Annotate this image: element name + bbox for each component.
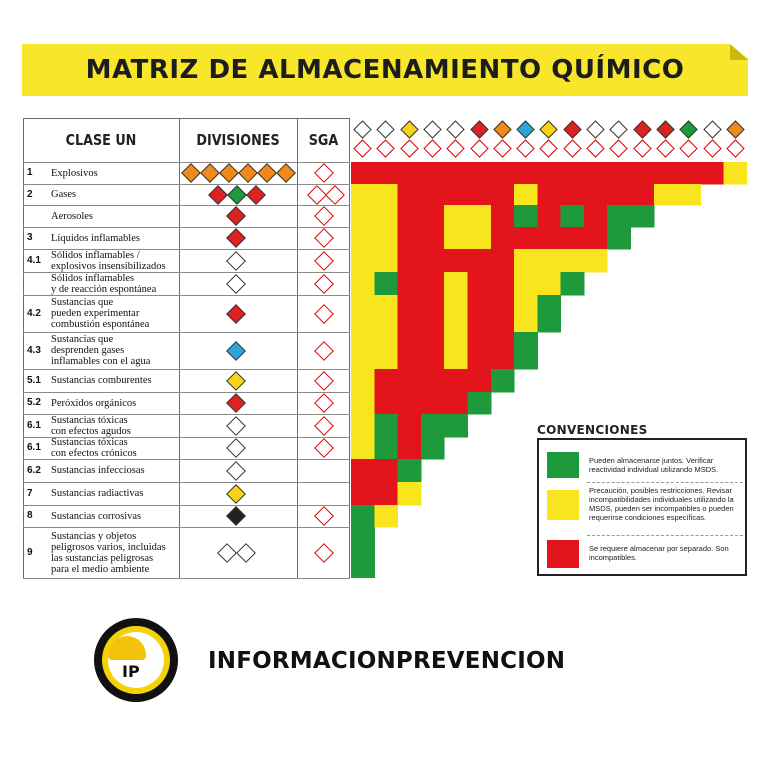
legend-text-red: Se requiere almacenar por separado. Son incompatibles. bbox=[589, 544, 729, 562]
matrix-cell bbox=[421, 437, 445, 460]
column-pictogram-icon bbox=[656, 120, 674, 138]
matrix-cell bbox=[491, 332, 515, 370]
matrix-cell bbox=[421, 414, 445, 438]
class-name: Sustancias que pueden experimentar combustión espontánea bbox=[51, 297, 150, 330]
column-pictogram-icon bbox=[633, 139, 651, 157]
class-number: 8 bbox=[27, 510, 33, 521]
column-pictogram-icon bbox=[516, 120, 534, 138]
legend-swatch-red bbox=[547, 540, 579, 568]
matrix-cell bbox=[351, 295, 375, 333]
matrix-cell bbox=[398, 392, 422, 415]
matrix-cell bbox=[421, 249, 445, 273]
division-pictogram-icon bbox=[226, 461, 246, 481]
matrix-cell bbox=[561, 227, 585, 250]
matrix-cell bbox=[537, 272, 561, 296]
matrix-cell bbox=[561, 249, 585, 273]
table-row bbox=[23, 227, 350, 249]
column-pictogram-icon bbox=[400, 139, 418, 157]
class-number: 2 bbox=[27, 188, 33, 200]
matrix-cell bbox=[607, 184, 631, 206]
matrix-cell bbox=[514, 227, 538, 250]
legend-text-yellow: Precaución, posibles restricciones. Revisar incompatibilidades individuales utilizando la MSDS, pueden ser incompatibles o pueden requerirse condiciones específicas. bbox=[589, 486, 734, 522]
matrix-cell bbox=[398, 369, 422, 393]
table-row bbox=[23, 332, 350, 369]
matrix-cell bbox=[514, 249, 538, 273]
division-pictogram-icon bbox=[226, 438, 246, 458]
division-pictogram-icon bbox=[181, 163, 201, 183]
column-pictogram-icon bbox=[446, 139, 464, 157]
division-pictogram-icon bbox=[226, 393, 246, 413]
matrix-cell bbox=[374, 437, 398, 460]
column-pictogram-icon bbox=[353, 120, 371, 138]
matrix-cell bbox=[467, 392, 491, 415]
matrix-cell bbox=[491, 272, 515, 296]
matrix-cell bbox=[398, 184, 422, 206]
ghs-pictogram-icon bbox=[314, 206, 334, 226]
matrix-cell bbox=[374, 184, 398, 206]
column-pictogram-icon bbox=[656, 139, 674, 157]
matrix-cell bbox=[631, 184, 655, 206]
matrix-cell bbox=[584, 205, 608, 228]
matrix-cell bbox=[398, 332, 422, 370]
matrix-cell bbox=[351, 505, 375, 528]
matrix-cell bbox=[351, 184, 375, 206]
matrix-cell bbox=[351, 459, 375, 483]
column-pictogram-icon bbox=[703, 120, 721, 138]
column-pictogram-icon bbox=[540, 120, 558, 138]
legend-swatch-yellow bbox=[547, 490, 579, 520]
matrix-cell bbox=[444, 295, 468, 333]
matrix-cell bbox=[374, 227, 398, 250]
column-pictogram-icon bbox=[493, 139, 511, 157]
division-pictogram-icon bbox=[226, 371, 246, 391]
class-number: 6.1 bbox=[27, 442, 41, 453]
class-number: 9 bbox=[27, 546, 33, 558]
table-row bbox=[23, 162, 350, 184]
matrix-cell bbox=[374, 505, 398, 528]
matrix-cell bbox=[724, 162, 747, 185]
legend-title: CONVENCIONES bbox=[537, 423, 648, 437]
ghs-pictogram-icon bbox=[314, 251, 334, 271]
class-name: Sustancias y objetos peligrosos varios, incluidas las sustancias peligrosas para el medio ambiente bbox=[51, 530, 166, 575]
ghs-pictogram-icon bbox=[314, 274, 334, 294]
class-name: Sustancias corrosivas bbox=[51, 510, 142, 522]
matrix-cell bbox=[491, 184, 515, 206]
matrix-cell bbox=[351, 227, 375, 250]
matrix-cell bbox=[398, 162, 422, 185]
column-pictogram-icon bbox=[377, 139, 395, 157]
class-name: Peróxidos orgánicos bbox=[51, 397, 137, 409]
matrix-cell bbox=[421, 184, 445, 206]
column-pictogram-icon bbox=[563, 120, 581, 138]
column-pictogram-icon bbox=[633, 120, 651, 138]
matrix-cell bbox=[700, 162, 724, 185]
ghs-pictogram-icon bbox=[314, 393, 334, 413]
ghs-pictogram-icon bbox=[314, 228, 334, 248]
matrix-cell bbox=[561, 184, 585, 206]
class-number: 4.2 bbox=[27, 307, 41, 319]
class-number: 6.1 bbox=[27, 419, 41, 431]
matrix-cell bbox=[514, 162, 538, 185]
matrix-cell bbox=[561, 272, 585, 296]
class-number: 5.2 bbox=[27, 397, 41, 408]
matrix-cell bbox=[537, 205, 561, 228]
matrix-cell bbox=[467, 205, 491, 228]
matrix-cell bbox=[374, 162, 398, 185]
matrix-cell bbox=[467, 162, 491, 185]
matrix-cell bbox=[351, 272, 375, 296]
division-pictogram-icon bbox=[227, 185, 247, 205]
class-number: 7 bbox=[27, 487, 33, 499]
column-pictogram-icon bbox=[540, 139, 558, 157]
matrix-cell bbox=[374, 332, 398, 370]
matrix-cell bbox=[374, 459, 398, 483]
column-pictogram-icon bbox=[493, 120, 511, 138]
table-row bbox=[23, 459, 350, 482]
division-pictogram-icon bbox=[226, 506, 246, 526]
table-row bbox=[23, 482, 350, 505]
matrix-cell bbox=[444, 392, 468, 415]
division-pictogram-icon bbox=[226, 206, 246, 226]
division-pictogram-icon bbox=[226, 416, 246, 436]
matrix-cell bbox=[351, 332, 375, 370]
division-pictogram-icon bbox=[217, 543, 237, 563]
matrix-cell bbox=[421, 272, 445, 296]
table-row bbox=[23, 505, 350, 527]
class-name: Gases bbox=[51, 189, 77, 200]
class-number: 4.3 bbox=[27, 344, 41, 356]
matrix-cell bbox=[607, 227, 631, 250]
column-pictogram-icon bbox=[470, 139, 488, 157]
ghs-pictogram-icon bbox=[325, 185, 345, 205]
matrix-cell bbox=[421, 332, 445, 370]
matrix-cell bbox=[421, 205, 445, 228]
table-row bbox=[23, 437, 350, 459]
matrix-cell bbox=[374, 272, 398, 296]
classification-table bbox=[23, 118, 350, 578]
column-pictogram-icon bbox=[679, 120, 697, 138]
ghs-pictogram-icon bbox=[314, 543, 334, 563]
matrix-cell bbox=[491, 369, 515, 393]
matrix-cell bbox=[351, 249, 375, 273]
division-pictogram-icon bbox=[226, 228, 246, 248]
matrix-cell bbox=[351, 437, 375, 460]
column-pictogram-icon bbox=[423, 120, 441, 138]
column-pictogram-icon bbox=[703, 139, 721, 157]
ghs-pictogram-icon bbox=[314, 163, 334, 183]
matrix-cell bbox=[374, 249, 398, 273]
matrix-cell bbox=[398, 249, 422, 273]
matrix-cell bbox=[607, 205, 631, 228]
column-hazard-icons bbox=[351, 120, 747, 160]
class-name: Sustancias infecciosas bbox=[51, 465, 145, 476]
legend-box bbox=[537, 438, 747, 576]
matrix-cell bbox=[374, 482, 398, 506]
column-pictogram-icon bbox=[586, 139, 604, 157]
class-name: Explosivos bbox=[51, 167, 98, 179]
column-pictogram-icon bbox=[610, 120, 628, 138]
class-number: 5.1 bbox=[27, 374, 41, 386]
class-name: Sólidos inflamables y de reacción espontánea bbox=[51, 272, 157, 295]
column-pictogram-icon bbox=[353, 139, 371, 157]
column-pictogram-icon bbox=[563, 139, 581, 157]
class-name: Sustancias tóxicas con efectos crónicos bbox=[51, 437, 137, 459]
column-pictogram-icon bbox=[423, 139, 441, 157]
matrix-cell bbox=[444, 332, 468, 370]
division-pictogram-icon bbox=[226, 341, 246, 361]
page-title: MATRIZ DE ALMACENAMIENTO QUÍMICO bbox=[85, 55, 685, 85]
ghs-pictogram-icon bbox=[314, 341, 334, 361]
matrix-cell bbox=[421, 392, 445, 415]
matrix-cell bbox=[491, 162, 515, 185]
matrix-cell bbox=[421, 162, 445, 185]
class-number: 1 bbox=[27, 167, 33, 178]
matrix-cell bbox=[398, 459, 422, 483]
matrix-cell bbox=[491, 295, 515, 333]
matrix-cell bbox=[514, 184, 538, 206]
table-row bbox=[23, 527, 350, 578]
matrix-cell bbox=[467, 272, 491, 296]
column-pictogram-icon bbox=[377, 120, 395, 138]
class-number: 4.1 bbox=[27, 254, 41, 266]
matrix-cell bbox=[351, 482, 375, 506]
matrix-cell bbox=[444, 414, 468, 438]
column-pictogram-icon bbox=[586, 120, 604, 138]
matrix-cell bbox=[467, 369, 491, 393]
class-name: Aerosoles bbox=[51, 210, 93, 222]
matrix-cell bbox=[374, 392, 398, 415]
matrix-cell bbox=[421, 295, 445, 333]
table-row bbox=[23, 392, 350, 414]
division-pictogram-icon bbox=[238, 163, 258, 183]
column-pictogram-icon bbox=[679, 139, 697, 157]
division-pictogram-icon bbox=[226, 304, 246, 324]
matrix-cell bbox=[514, 332, 538, 370]
matrix-cell bbox=[537, 184, 561, 206]
matrix-cell bbox=[561, 162, 585, 185]
matrix-cell bbox=[351, 369, 375, 393]
ghs-pictogram-icon bbox=[314, 371, 334, 391]
class-name: Sustancias comburentes bbox=[51, 375, 152, 386]
division-pictogram-icon bbox=[208, 185, 228, 205]
column-pictogram-icon bbox=[516, 139, 534, 157]
matrix-cell bbox=[467, 295, 491, 333]
division-pictogram-icon bbox=[200, 163, 220, 183]
matrix-cell bbox=[398, 272, 422, 296]
matrix-cell bbox=[374, 295, 398, 333]
table-row bbox=[23, 205, 350, 227]
logo-text: IP bbox=[122, 662, 140, 681]
class-name: Sustancias radiactivas bbox=[51, 488, 144, 499]
table-row bbox=[23, 184, 350, 205]
matrix-cell bbox=[398, 205, 422, 228]
matrix-cell bbox=[514, 295, 538, 333]
matrix-cell bbox=[444, 227, 468, 250]
matrix-cell bbox=[374, 205, 398, 228]
matrix-cell bbox=[467, 184, 491, 206]
matrix-cell bbox=[491, 227, 515, 250]
matrix-cell bbox=[491, 205, 515, 228]
division-pictogram-icon bbox=[257, 163, 277, 183]
matrix-cell bbox=[398, 295, 422, 333]
matrix-cell bbox=[444, 205, 468, 228]
matrix-cell bbox=[584, 249, 608, 273]
matrix-cell bbox=[537, 162, 561, 185]
matrix-cell bbox=[467, 227, 491, 250]
matrix-cell bbox=[514, 205, 538, 228]
division-pictogram-icon bbox=[226, 274, 246, 294]
column-pictogram-icon bbox=[726, 120, 744, 138]
division-pictogram-icon bbox=[246, 185, 266, 205]
matrix-cell bbox=[351, 414, 375, 438]
table-row bbox=[23, 414, 350, 437]
brand-logo bbox=[94, 618, 178, 702]
table-row bbox=[23, 369, 350, 392]
header-divisiones: DIVISIONES bbox=[196, 131, 280, 149]
matrix-cell bbox=[398, 227, 422, 250]
matrix-cell bbox=[444, 184, 468, 206]
class-number: 6.2 bbox=[27, 464, 41, 476]
matrix-cell bbox=[677, 162, 701, 185]
legend-swatch-green bbox=[547, 452, 579, 478]
division-pictogram-icon bbox=[236, 543, 256, 563]
matrix-cell bbox=[444, 162, 468, 185]
matrix-cell bbox=[491, 249, 515, 273]
header-clase-un: CLASE UN bbox=[65, 131, 137, 149]
matrix-cell bbox=[351, 392, 375, 415]
matrix-cell bbox=[537, 227, 561, 250]
ghs-pictogram-icon bbox=[314, 416, 334, 436]
division-pictogram-icon bbox=[226, 484, 246, 504]
matrix-cell bbox=[351, 162, 375, 185]
ghs-pictogram-icon bbox=[314, 304, 334, 324]
matrix-cell bbox=[351, 527, 375, 578]
header-sga: SGA bbox=[308, 131, 339, 149]
matrix-cell bbox=[584, 162, 608, 185]
matrix-cell bbox=[444, 249, 468, 273]
matrix-cell bbox=[374, 414, 398, 438]
matrix-cell bbox=[467, 249, 491, 273]
matrix-cell bbox=[631, 162, 655, 185]
matrix-cell bbox=[607, 162, 631, 185]
matrix-cell bbox=[677, 184, 701, 206]
column-pictogram-icon bbox=[470, 120, 488, 138]
matrix-cell bbox=[584, 184, 608, 206]
matrix-cell bbox=[444, 369, 468, 393]
division-pictogram-icon bbox=[226, 251, 246, 271]
column-pictogram-icon bbox=[400, 120, 418, 138]
matrix-cell bbox=[398, 482, 422, 506]
matrix-cell bbox=[514, 272, 538, 296]
matrix-cell bbox=[467, 332, 491, 370]
class-name: Sustancias que desprenden gases inflamables con el agua bbox=[51, 334, 151, 367]
matrix-cell bbox=[631, 205, 655, 228]
column-pictogram-icon bbox=[610, 139, 628, 157]
matrix-cell bbox=[421, 227, 445, 250]
matrix-cell bbox=[537, 295, 561, 333]
matrix-cell bbox=[398, 414, 422, 438]
division-pictogram-icon bbox=[276, 163, 296, 183]
matrix-cell bbox=[421, 369, 445, 393]
matrix-cell bbox=[351, 205, 375, 228]
matrix-cell bbox=[584, 227, 608, 250]
brand-name: INFORMACIONPREVENCION bbox=[208, 648, 566, 674]
ghs-pictogram-icon bbox=[314, 438, 334, 458]
ghs-pictogram-icon bbox=[314, 506, 334, 526]
class-number: 3 bbox=[27, 232, 33, 243]
division-pictogram-icon bbox=[219, 163, 239, 183]
class-name: Sólidos inflamables / explosivos insensibilizados bbox=[51, 249, 166, 272]
table-row bbox=[23, 272, 350, 295]
class-name: Sustancias tóxicas con efectos agudos bbox=[51, 414, 131, 437]
table-row bbox=[23, 249, 350, 272]
matrix-cell bbox=[398, 437, 422, 460]
matrix-cell bbox=[654, 184, 678, 206]
matrix-cell bbox=[561, 205, 585, 228]
matrix-cell bbox=[537, 249, 561, 273]
column-pictogram-icon bbox=[726, 139, 744, 157]
matrix-cell bbox=[444, 272, 468, 296]
class-name: Líquidos inflamables bbox=[51, 232, 140, 244]
column-pictogram-icon bbox=[446, 120, 464, 138]
legend-text-green: Pueden almacenarse juntos. Verificar reactividad individual utilizando MSDS. bbox=[589, 456, 719, 474]
matrix-cell bbox=[654, 162, 678, 185]
table-row bbox=[23, 295, 350, 332]
matrix-cell bbox=[374, 369, 398, 393]
